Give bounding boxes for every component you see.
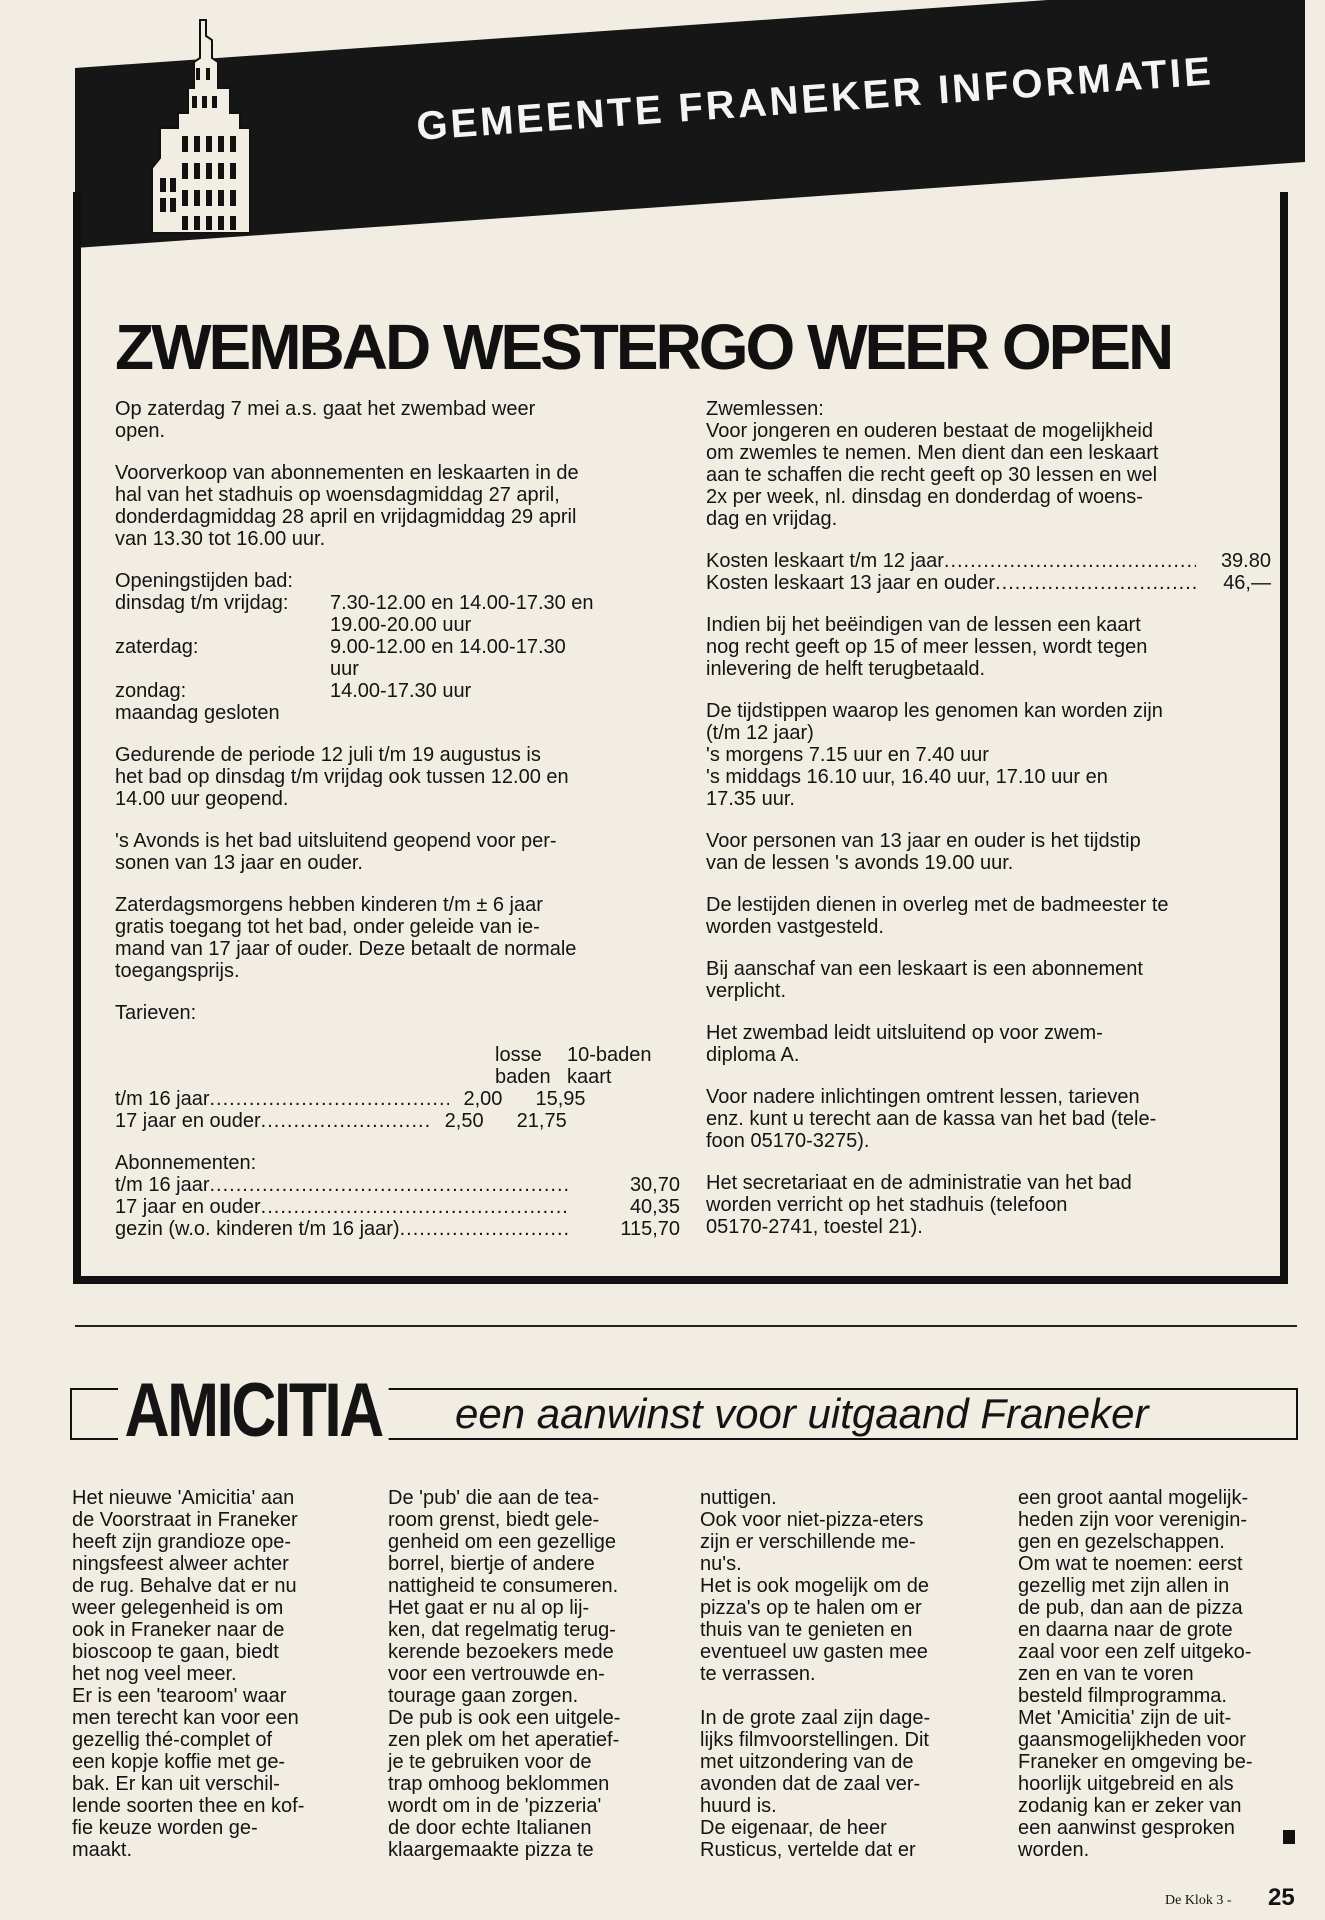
administration-text: Het secretariaat en de administratie van het bad worden verricht op het stadhuis (telefoon 05170-2741, toestel 21).: [706, 1172, 1132, 1238]
cost-label: Kosten leskaart 13 jaar en ouder: [706, 572, 996, 594]
amicitia-column-1: Het nieuwe 'Amicitia' aan de Voorstraat in Franeker heeft zijn grandioze ope- ningsfeest alweer achter de rug. Behalve dat er nu weer gelegenheid is om ook in Franeker naar de bioscoop te gaan, biedt het nog veel meer. Er is een 'tearoom' waar men terecht kan voor een gezellig thé-complet of een kopje koffie met ge- bak. Er kan uit verschil- lende soorten thee en kof- fie keuze worden ge- maakt.: [72, 1487, 305, 1861]
amicitia-column-2: De 'pub' die aan de tea- room grenst, biedt gele- genheid om een gezellige borrel, biertje of andere nattigheid te consumeren. Het gaat er nu al op lij- ken, dat regelmatig terug- kerende bezoekers mede voor een vertrouwde en- tourage gaan zorgen. De pub is ook een uitgele- zen plek om het aperatief- je te gebruiken voor de trap omhoog beklommen wordt om in de 'pizzeria' de door echte Italianen klaargemaakte pizza te: [388, 1487, 621, 1861]
article-left-column: [115, 398, 685, 1240]
tariff-label: 17 jaar en ouder: [115, 1110, 261, 1132]
amicitia-title: AMICITIA: [118, 1366, 388, 1456]
subscription-label: 17 jaar en ouder: [115, 1196, 261, 1218]
publication-name: De Klok 3 -: [1165, 1893, 1232, 1908]
swim-lessons-text: Zwemlessen: Voor jongeren en ouderen bestaat de mogelijkheid om zwemles te nemen. Men dient dan een leskaart aan te schaffen die recht geeft op 30 lessen en wel 2x per week, nl. dinsdag en donderdag of woens- dag en vrijdag.: [706, 398, 1159, 530]
subscription-price: 30,70: [629, 1174, 680, 1196]
tariff-label: t/m 16 jaar: [115, 1088, 210, 1110]
lesson-costs: [706, 550, 1271, 594]
refund-text: Indien bij het beëindigen van de lessen een kaart nog recht geeft op 15 of meer lessen, wordt tegen inlevering de helft terugbetaald.: [706, 614, 1148, 680]
subscription-required-text: Bij aanschaf van een leskaart is een abonnement verplicht.: [706, 958, 1143, 1002]
section-divider: [75, 1325, 1297, 1327]
tariff-single: 2,00: [463, 1088, 503, 1110]
amicitia-column-3: nuttigen. Ook voor niet-pizza-eters zijn er verschillende me- nu's. Het is ook mogelijk om de pizza's op te halen om er thuis van te genieten en eventueel uw gasten mee te verrassen. In de grote zaal zijn dage- lijks filmvoorstellingen. Dit met uitzondering van de avonden dat de zaal ver- huurd is. De eigenaar, de heer Rusticus, vertelde dat er: [700, 1487, 931, 1861]
cost-price: 39.80: [1220, 550, 1271, 572]
amicitia-column-4: een groot aantal mogelijk- heden zijn voor verenigin- gen en gezelschappen. Om wat te noemen: eerst gezellig met zijn allen in de pub, dan aan de pizza en daarna naar de grote zaal voor een zelf uitgeko- zen en van te voren besteld filmprogramma. Met 'Amicitia' zijn de uit- gaansmogelijkheden voor Franeker en omgeving be- hoorlijk uitgebreid en als zodanig kan er zeker van een aanwinst gesproken worden.: [1018, 1487, 1253, 1861]
subscription-price: 40,35: [629, 1196, 680, 1218]
article-right-column: [706, 398, 1271, 1258]
subscriptions-title: Abonnementen:: [115, 1152, 257, 1174]
tariff-row: [115, 1110, 685, 1132]
hours-time: 9.00-12.00 en 14.00-17.30 uur: [330, 636, 566, 680]
tariffs-header: [115, 1044, 685, 1088]
hours-day: zondag:: [115, 680, 187, 702]
opening-hours: [115, 570, 685, 724]
banner-title: GEMEENTE FRANEKER INFORMATIE: [415, 49, 1215, 149]
amicitia-subtitle: een aanwinst voor uitgaand Franeker: [455, 1390, 1149, 1437]
hours-row: [115, 636, 685, 680]
subscription-row: [115, 1174, 680, 1196]
hours-time: 14.00-17.30 uur: [330, 680, 472, 702]
article-headline: ZWEMBAD WESTERGO WEER OPEN: [115, 311, 1172, 383]
hours-day: zaterdag:: [115, 636, 199, 658]
info-text: Voor nadere inlichtingen omtrent lessen, tarieven enz. kunt u terecht aan de kassa van het bad (tele- foon 05170-3275).: [706, 1086, 1157, 1152]
tariffs-table: [115, 1002, 685, 1132]
adult-lesson-text: Voor personen van 13 jaar en ouder is het tijdstip van de lessen 's avonds 19.00 uur.: [706, 830, 1141, 874]
cost-row: [706, 550, 1271, 572]
tariff-head-single: losse baden: [495, 1044, 551, 1088]
subscription-row: [115, 1218, 680, 1240]
opening-date-text: Op zaterdag 7 mei a.s. gaat het zwembad weer open.: [115, 398, 536, 442]
subscription-label: t/m 16 jaar: [115, 1174, 210, 1196]
hours-time: 7.30-12.00 en 14.00-17.30 en 19.00-20.00 uur: [330, 592, 594, 636]
tariff-row: [115, 1088, 685, 1110]
tariff-single: 2,50: [444, 1110, 484, 1132]
subscription-price: 115,70: [620, 1218, 680, 1240]
diploma-text: Het zwembad leidt uitsluitend op voor zwem- diploma A.: [706, 1022, 1103, 1066]
tariff-head-ten: 10-baden kaart: [567, 1044, 652, 1088]
presale-text: Voorverkoop van abonnementen en leskaarten in de hal van het stadhuis op woensdagmiddag 27 april, donderdagmiddag 28 april en vrijdagmiddag 29 april van 13.30 tot 16.00 uur.: [115, 462, 579, 550]
tariff-ten: 21,75: [516, 1110, 567, 1132]
end-mark-icon: [1283, 1830, 1295, 1844]
hours-row: [115, 592, 685, 636]
cost-label: Kosten leskaart t/m 12 jaar: [706, 550, 944, 572]
summer-hours-text: Gedurende de periode 12 juli t/m 19 augustus is het bad op dinsdag t/m vrijdag ook tussen 12.00 en 14.00 uur geopend.: [115, 744, 569, 810]
page-number: 25: [1268, 1884, 1295, 1911]
tariff-ten: 15,95: [535, 1088, 586, 1110]
closed-day: maandag gesloten: [115, 702, 280, 724]
saturday-children-text: Zaterdagsmorgens hebben kinderen t/m ± 6 jaar gratis toegang tot het bad, onder geleide van ie- mand van 17 jaar of ouder. Deze betaalt de normale toegangsprijs.: [115, 894, 577, 982]
subscriptions-table: [115, 1152, 680, 1240]
cost-price: 46,—: [1223, 572, 1271, 594]
subscription-row: [115, 1196, 680, 1218]
tariffs-title: Tarieven:: [115, 1002, 197, 1024]
hours-day: dinsdag t/m vrijdag:: [115, 592, 289, 614]
lesson-times-text: De tijdstippen waarop les genomen kan worden zijn (t/m 12 jaar) 's morgens 7.15 uur en 7.40 uur 's middags 16.10 uur, 16.40 uur, 17.10 uur en 17.35 uur.: [706, 700, 1163, 810]
subscription-label: gezin (w.o. kinderen t/m 16 jaar): [115, 1218, 400, 1240]
hours-row: [115, 680, 685, 702]
cost-row: [706, 572, 1271, 594]
evening-text: 's Avonds is het bad uitsluitend geopend voor per- sonen van 13 jaar en ouder.: [115, 830, 557, 874]
opening-hours-title: Openingstijden bad:: [115, 570, 293, 592]
lesson-schedule-text: De lestijden dienen in overleg met de badmeester te worden vastgesteld.: [706, 894, 1169, 938]
